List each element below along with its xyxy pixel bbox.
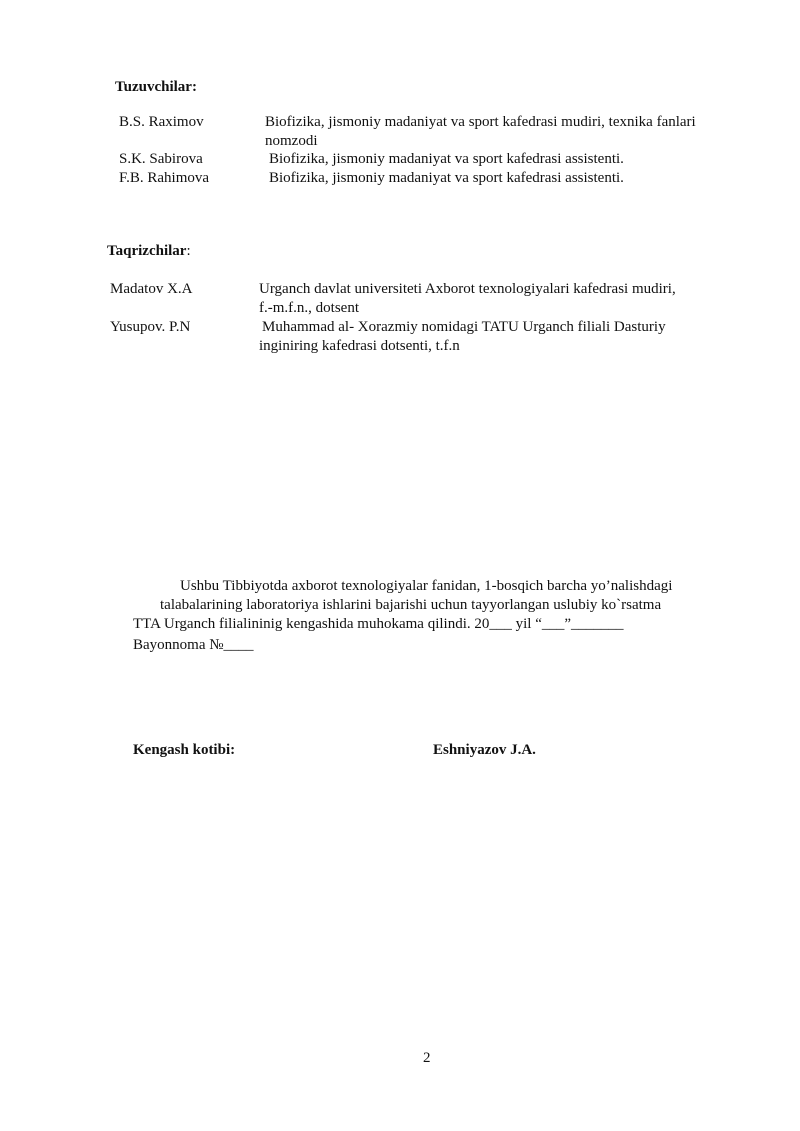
reviewer-role-line: inginiring kafedrasi dotsenti, t.f.n (259, 338, 460, 354)
compiler-role: Biofizika, jismoniy madaniyat va sport kafedrasi mudiri, texnika fanlari nomzodi (265, 114, 696, 149)
compiler-name: F.B. Rahimova (119, 170, 210, 186)
page-number: 2 (423, 1050, 431, 1066)
reviewers-heading (107, 242, 191, 261)
compiler-name: B.S. Raximov (119, 114, 204, 130)
reviewers-heading-colon: : (186, 243, 191, 259)
reviewer-role-line: f.-m.f.n., dotsent (259, 300, 359, 316)
reviewer-role-line: Urganch davlat universiteti Axborot texnologiyalari kafedrasi mudiri, (259, 281, 676, 297)
compiler-name: S.K. Sabirova (119, 151, 203, 167)
compiler-role: Biofizika, jismoniy madaniyat va sport kafedrasi assistenti. (269, 170, 624, 186)
reviewers-heading-text: Taqrizchilar (107, 243, 187, 259)
signature-label: Kengash kotibi: (133, 742, 236, 758)
compiler-role: Biofizika, jismoniy madaniyat va sport kafedrasi assistenti. (269, 151, 624, 167)
reviewer-name: Madatov X.A (110, 281, 193, 297)
reviewer-name: Yusupov. P.N (110, 319, 191, 335)
reviewer-role-line: Muhammad al- Xorazmiy nomidagi TATU Urganch filiali Dasturiy (262, 319, 666, 335)
compilers-heading: Tuzuvchilar: (115, 79, 197, 95)
approval-line: TTA Urganch filialininig kengashida muhokama qilindi. 20___ yil “___”_______ (133, 616, 624, 632)
signature-name: Eshniyazov J.A. (433, 742, 536, 758)
approval-line: talabalarining laboratoriya ishlarini bajarishi uchun tayyorlangan uslubiy ko`rsatma (160, 597, 662, 613)
approval-line: Bayonnoma №____ (133, 637, 254, 653)
approval-line: Ushbu Tibbiyotda axborot texnologiyalar fanidan, 1-bosqich barcha yo’nalishdagi (180, 578, 673, 594)
